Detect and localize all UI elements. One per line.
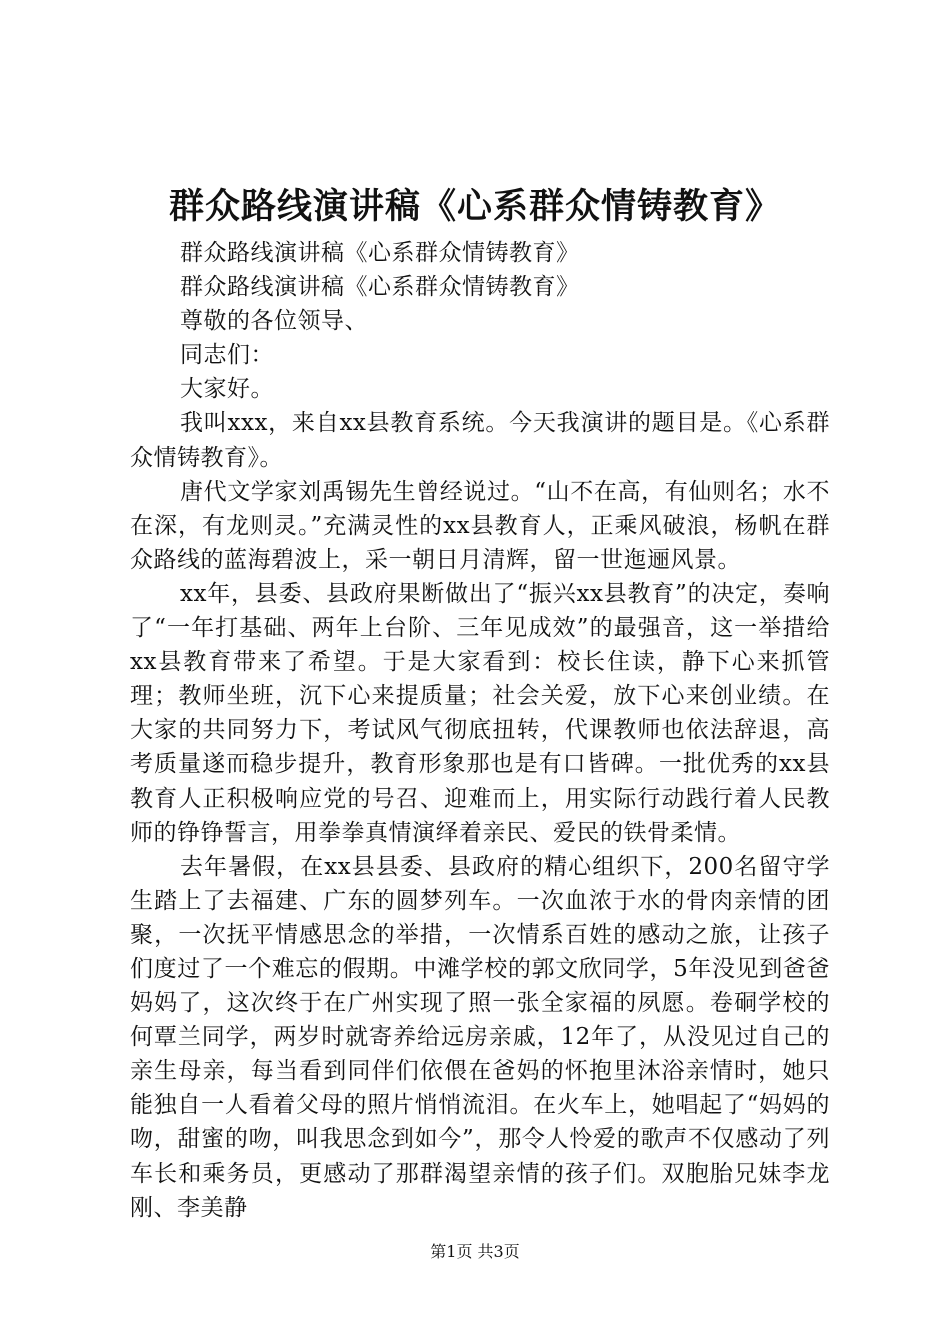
body-paragraph: 唐代文学家刘禹锡先生曾经说过。“山不在高，有仙则名；水不在深，有龙则灵。”充满灵性的xx县教育人，正乘风破浪，杨帆在群众路线的蓝海碧波上，采一朝日月清辉，留一世迤逦风景。 xyxy=(130,478,830,573)
document-title: 群众路线演讲稿《心系群众情铸教育》 xyxy=(168,186,781,227)
page-number-footer: 第1页 共3页 xyxy=(430,1242,520,1261)
document-body xyxy=(130,236,830,1225)
salutation-line: 同志们： xyxy=(180,342,274,369)
greeting-line: 大家好。 xyxy=(180,376,274,403)
body-paragraph: xx年，县委、县政府果断做出了“振兴xx县教育”的决定，奏响了“一年打基础、两年上台阶、三年见成效”的最强音，这一举措给xx县教育带来了希望。于是大家看到：校长住读，静下心来抓管理；教师坐班，沉下心来提质量；社会关爱，放下心来创业绩。在大家的共同努力下，考试风气彻底扭转，代课教师也依法辞退，高考质量遂而稳步提升，教育形象那也是有口皆碑。一批优秀的xx县教育人正积极响应党的号召、迎难而上，用实际行动践行着人民教师的铮铮誓言，用拳拳真情演绎着亲民、爱民的铁骨柔情。 xyxy=(130,580,830,846)
subtitle-line: 群众路线演讲稿《心系群众情铸教育》 xyxy=(180,240,580,266)
body-paragraph: 去年暑假，在xx县县委、县政府的精心组织下，200名留守学生踏上了去福建、广东的圆梦列车。一次血浓于水的骨肉亲情的团聚，一次抚平情感思念的举措，一次情系百姓的感动之旅，让孩子们度过了一个难忘的假期。中滩学校的郭文欣同学，5年没见到爸爸妈妈了，这次终于在广州实现了照一张全家福的夙愿。卷硐学校的何覃兰同学，两岁时就寄养给远房亲戚，12年了，从没见过自己的亲生母亲，每当看到同伴们依偎在爸妈的怀抱里沐浴亲情时，她只能独自一人看着父母的照片悄悄流泪。在火车上，她唱起了“妈妈的吻，甜蜜的吻，叫我思念到如今”，那令人怜爱的歌声不仅感动了列车长和乘务员，更感动了那群渴望亲情的孩子们。双胞胎兄妹李龙刚、李美静 xyxy=(130,853,830,1221)
salutation-line: 尊敬的各位领导、 xyxy=(180,308,368,335)
subtitle-line: 群众路线演讲稿《心系群众情铸教育》 xyxy=(180,274,580,301)
body-paragraph: 我叫xxx，来自xx县教育系统。今天我演讲的题目是。《心系群众情铸教育》。 xyxy=(130,410,830,471)
